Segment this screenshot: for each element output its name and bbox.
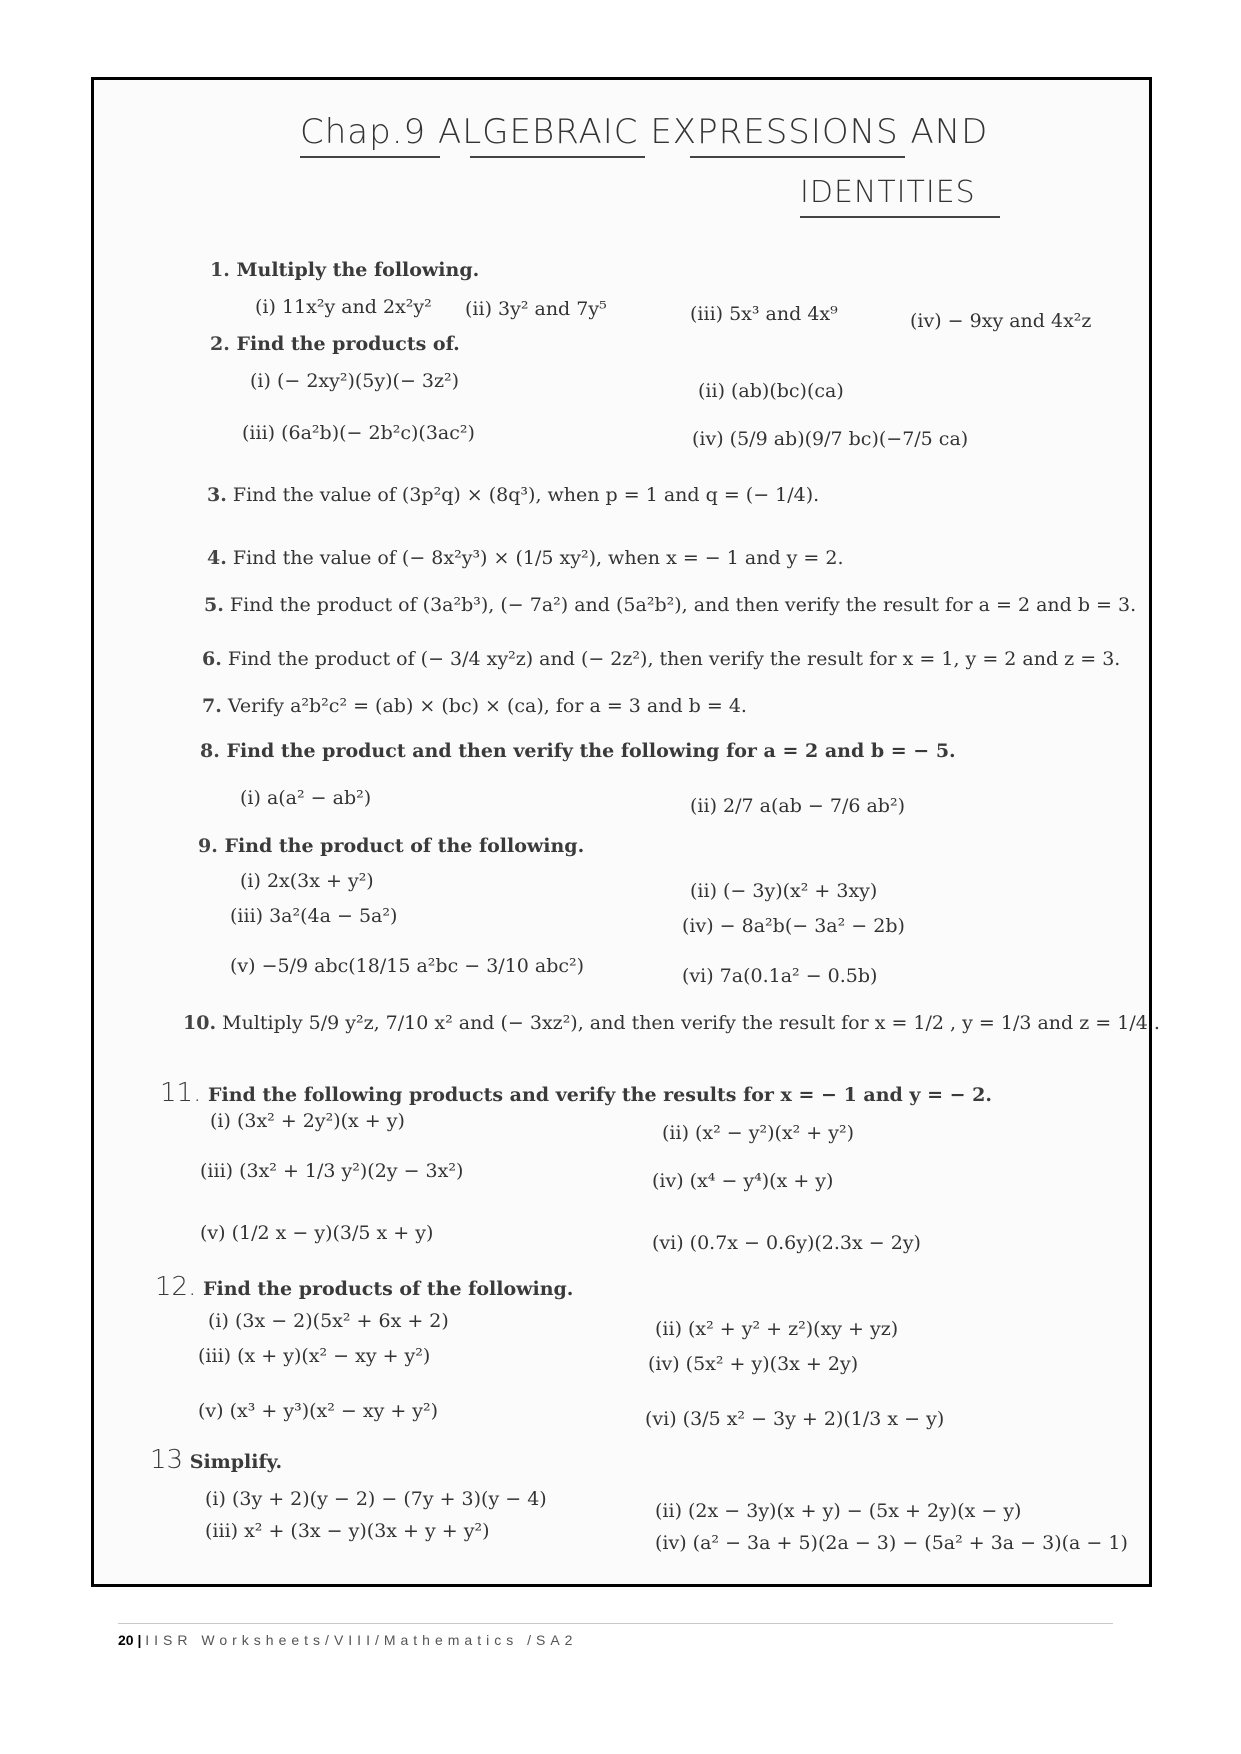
title-underline xyxy=(300,156,440,158)
item: (i) a(a² − ab²) xyxy=(240,787,372,809)
question-7: 7. Verify a²b²c² = (ab) × (bc) × (ca), for a = 3 and b = 4. xyxy=(202,695,747,717)
question-9: 9. Find the product of the following. xyxy=(198,835,585,857)
item: (i) (3y + 2)(y − 2) − (7y + 3)(y − 4) xyxy=(205,1488,547,1510)
item: (ii) (− 3y)(x² + 3xy) xyxy=(690,880,878,902)
item: (iv) (x⁴ − y⁴)(x + y) xyxy=(652,1170,834,1192)
question-12: 12. Find the products of the following. xyxy=(155,1272,574,1302)
item: (i) (3x − 2)(5x² + 6x + 2) xyxy=(208,1310,449,1332)
title-underline xyxy=(690,156,905,158)
item: (ii) 3y² and 7y⁵ xyxy=(465,298,607,320)
item: (i) 11x²y and 2x²y² xyxy=(255,296,432,318)
question-3: 3. Find the value of (3p²q) × (8q³), when p = 1 and q = (− 1/4). xyxy=(207,484,820,506)
question-6: 6. Find the product of (− 3/4 xy²z) and (− 2z²), then verify the result for x = 1, y = 2 and z = 3. xyxy=(202,648,1121,670)
question-10: 10. Multiply 5/9 y²z, 7/10 x² and (− 3xz²), and then verify the result for x = 1/2 , y = 1/3 and z = 1/4 . xyxy=(183,1012,1160,1034)
item: (iv) − 9xy and 4x²z xyxy=(910,310,1092,332)
question-13: 13 Simplify. xyxy=(150,1445,283,1475)
chapter-title-line2: IDENTITIES xyxy=(800,175,976,210)
item: (i) (3x² + 2y²)(x + y) xyxy=(210,1110,405,1132)
item: (iv) − 8a²b(− 3a² − 2b) xyxy=(682,915,905,937)
question-11: 11. Find the following products and verify the results for x = − 1 and y = − 2. xyxy=(160,1078,992,1108)
item: (ii) 2/7 a(ab − 7/6 ab²) xyxy=(690,795,906,817)
footer-text: IISR Worksheets/VIII/Mathematics /SA2 xyxy=(145,1632,578,1648)
question-1: 1. Multiply the following. xyxy=(210,259,480,281)
item: (vi) (0.7x − 0.6y)(2.3x − 2y) xyxy=(652,1232,921,1254)
item: (iii) (x + y)(x² − xy + y²) xyxy=(198,1345,431,1367)
question-8: 8. Find the product and then verify the following for a = 2 and b = − 5. xyxy=(200,740,956,762)
footer-separator: | xyxy=(133,1632,146,1648)
item: (iv) (5/9 ab)(9/7 bc)(−7/5 ca) xyxy=(692,428,969,450)
item: (iii) (3x² + 1/3 y²)(2y − 3x²) xyxy=(200,1160,464,1182)
question-4: 4. Find the value of (− 8x²y³) × (1/5 xy²), when x = − 1 and y = 2. xyxy=(207,547,844,569)
item: (iii) 3a²(4a − 5a²) xyxy=(230,905,398,927)
item: (ii) (x² − y²)(x² + y²) xyxy=(662,1122,855,1144)
item: (v) (1/2 x − y)(3/5 x + y) xyxy=(200,1222,434,1244)
item: (iv) (5x² + y)(3x + 2y) xyxy=(648,1353,859,1375)
chapter-title: Chap.9 ALGEBRAIC EXPRESSIONS AND xyxy=(300,112,989,152)
item: (ii) (x² + y² + z²)(xy + yz) xyxy=(655,1318,899,1340)
item: (i) (− 2xy²)(5y)(− 3z²) xyxy=(250,370,460,392)
item: (v) (x³ + y³)(x² − xy + y²) xyxy=(198,1400,439,1422)
item: (ii) (2x − 3y)(x + y) − (5x + 2y)(x − y) xyxy=(655,1500,1022,1522)
title-underline xyxy=(470,156,645,158)
item: (ii) (ab)(bc)(ca) xyxy=(698,380,844,402)
question-2: 2. Find the products of. xyxy=(210,333,460,355)
item: (i) 2x(3x + y²) xyxy=(240,870,374,892)
item: (iii) (6a²b)(− 2b²c)(3ac²) xyxy=(242,422,475,444)
item: (iii) x² + (3x − y)(3x + y + y²) xyxy=(205,1520,490,1542)
item: (iii) 5x³ and 4x⁹ xyxy=(690,303,838,325)
item: (iv) (a² − 3a + 5)(2a − 3) − (5a² + 3a − 3)(a − 1) xyxy=(655,1532,1128,1554)
page-number: 20 xyxy=(118,1632,134,1648)
page-footer xyxy=(118,1623,1113,1648)
item: (vi) (3/5 x² − 3y + 2)(1/3 x − y) xyxy=(645,1408,945,1430)
title-underline xyxy=(800,216,1000,218)
question-5: 5. Find the product of (3a²b³), (− 7a²) and (5a²b²), and then verify the result for a = 2 and b = 3. xyxy=(204,594,1137,616)
item: (vi) 7a(0.1a² − 0.5b) xyxy=(682,965,878,987)
item: (v) −5/9 abc(18/15 a²bc − 3/10 abc²) xyxy=(230,955,585,977)
